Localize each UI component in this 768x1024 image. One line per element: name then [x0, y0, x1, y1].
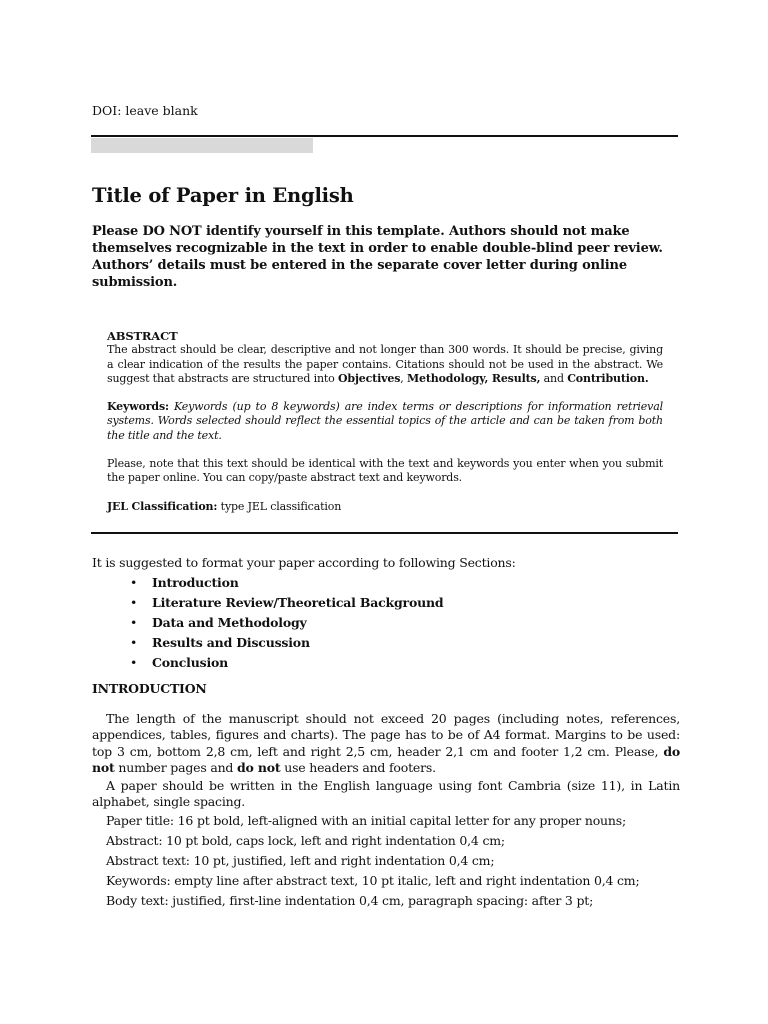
sections-list: [92, 573, 680, 673]
placeholder-bar: [91, 138, 313, 153]
intro-paragraph-2: A paper should be written in the English language using font Cambria (size 11), in Latin alphabet, single spacing.: [92, 778, 680, 810]
spec-line: Abstract: 10 pt bold, caps lock, left and right indentation 0,4 cm;: [106, 832, 505, 848]
intro-paragraph-1: The length of the manuscript should not exceed 20 pages (including notes, references, appendices, tables, figures and charts). The page has to be of A4 format. Margins to be used: top 3 cm, bottom 2,8 cm, left and right 2,5 cm, header 2,1 cm and footer 1,2 cm. Please, do not number pages and do not use headers and footers.: [92, 711, 680, 775]
top-rule: [91, 135, 678, 137]
body-text: [92, 553, 680, 911]
list-item: • Data and Methodology: [130, 615, 307, 630]
sections-intro: It is suggested to format your paper according to following Sections:: [92, 555, 516, 570]
list-item: • Results and Discussion: [130, 635, 310, 650]
abstract-note: Please, note that this text should be identical with the text and keywords you enter when you submit the paper online. You can copy/paste abstract text and keywords.: [107, 457, 663, 485]
anonymity-notice: Please DO NOT identify yourself in this template. Authors should not make themselves recognizable in the text in order to enable double-blind peer review. Authors’ details must be entered in the separate cover letter during online submission.: [92, 224, 663, 290]
list-item: • Literature Review/Theoretical Background: [130, 595, 444, 610]
keywords-paragraph: Keywords: Keywords (up to 8 keywords) are index terms or descriptions for information retrieval systems. Words selected should reflect the essential topics of the article and can be taken from both the title and the text.: [107, 400, 663, 442]
spec-line: Abstract text: 10 pt, justified, left and right indentation 0,4 cm;: [106, 852, 495, 868]
jel-classification: JEL Classification: type JEL classification: [107, 499, 342, 513]
list-item: • Introduction: [130, 575, 239, 590]
introduction-heading: INTRODUCTION: [92, 681, 207, 696]
spec-line: Body text: justified, first-line indentation 0,4 cm, paragraph spacing: after 3 pt;: [106, 892, 594, 908]
spec-line: Paper title: 16 pt bold, left-aligned with an initial capital letter for any proper nouns;: [106, 812, 626, 828]
paper-title: Title of Paper in English: [92, 184, 354, 207]
abstract-text: The abstract should be clear, descriptive and not longer than 300 words. It should be precise, giving a clear indication of the results the paper contains. Citations should not be used in the abstract. We suggest that abstracts are structured into Objectives, Methodology, Results, and Contribution.: [107, 343, 663, 385]
spec-line: Keywords: empty line after abstract text, 10 pt italic, left and right indentation 0,4 cm;: [106, 872, 640, 888]
abstract-heading: ABSTRACT: [107, 329, 178, 343]
abstract-block: [107, 329, 663, 514]
bottom-rule: [91, 532, 678, 534]
doi-line: DOI: leave blank: [92, 103, 198, 118]
list-item: • Conclusion: [130, 655, 229, 670]
